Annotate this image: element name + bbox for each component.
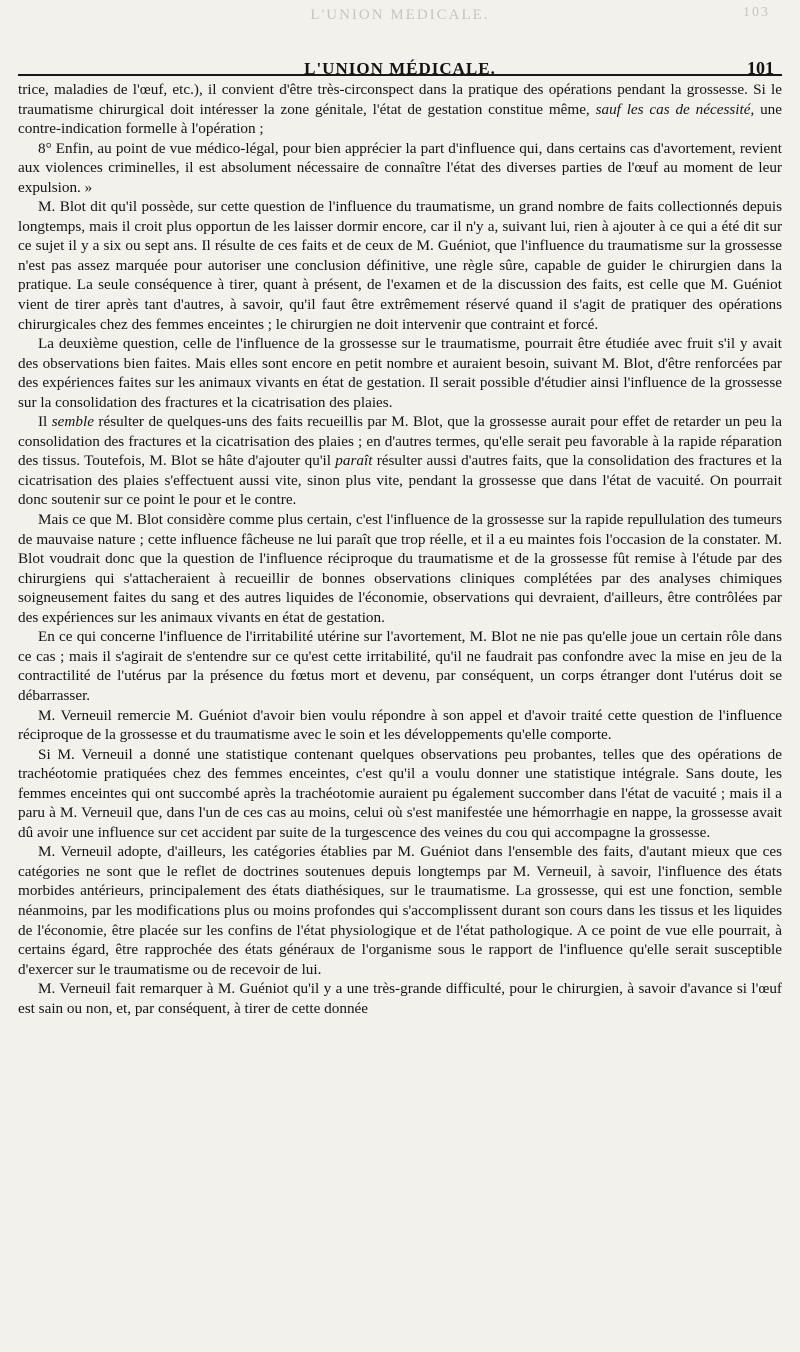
paragraph-p11 — [18, 979, 782, 1018]
paragraph-p4 — [18, 334, 782, 412]
paragraph-p9 — [18, 745, 782, 843]
show-through-header — [18, 5, 782, 22]
paragraph-p6 — [18, 510, 782, 627]
italic-text: sauf les cas de nécessité — [595, 100, 751, 118]
paragraph-text: M. Verneuil fait remarquer à M. Guéniot qu'il y a une très-grande difficulté, pour le chirurgien, à savoir d'avance si l'œuf est sain ou non, et, par conséquent, à tirer de cette donnée — [18, 980, 782, 1017]
paragraph-p8 — [18, 706, 782, 745]
paragraph-text: La deuxième question, celle de l'influence de la grossesse sur le traumatisme, pourrait être étudiée avec fruit s'il y avait des observations bien faites. Mais elles sont encore en petit nombre et auraient besoin, suivant M. Blot, d'être renforcées par des expériences faites sur les animaux vivants en état de gestation. Il serait possible d'étudier ainsi l'influence de la grossesse sur la consolidation des fractures et la cicatrisation des plaies. — [18, 335, 782, 411]
paragraph-p10 — [18, 842, 782, 979]
paragraph-text: M. Verneuil remercie M. Guéniot d'avoir bien voulu répondre à son appel et d'avoir traité cette question de l'influence réciproque de la grossesse et du traumatisme avec le soin et les développements qu'elle comporte. — [18, 706, 782, 744]
show-through-page-number: 103 — [743, 5, 770, 20]
italic-text: paraît — [335, 452, 373, 470]
paragraph-text: Il — [38, 413, 52, 431]
page-number: 101 — [747, 58, 774, 78]
paragraph-text: résulter aussi d'autres faits, que la consolidation des fractures et la cicatrisation des plaies s'effectuent aussi vite, sinon plus vite, pendant la grossesse que dans l'état de vacuité. On pourrait donc soutenir sur ce point le pour et le contre. — [18, 452, 782, 509]
paragraph-p2 — [18, 139, 782, 198]
italic-text: semble — [51, 413, 94, 431]
paragraph-text: M. Blot dit qu'il possède, sur cette question de l'influence du traumatisme, un grand nombre de faits collectionnés depuis longtemps, mais il croit plus opportun de les laisser dormir encore, car il n'y a, suivant lui, rien à ajouter à ce qui a été dit sur ce sujet il y a six ou sept ans. Il résulte de ces faits et de ceux de M. Guéniot, que l'influence du traumatisme sur la grossesse n'est pas assez marquée pour autoriser une conclusion définitive, une règle sûre, capable de guider le chirurgien dans la pratique. La seule conséquence à tirer, quant à présent, de l'examen et de la discussion des faits, est celle que M. Guéniot vient de tirer après tant d'autres, à savoir, qu'il faut être extrêmement réservé quand il s'agit de pratiquer des opérations chirurgicales chez des femmes enceintes ; le chirurgien ne doit intervenir que contraint et forcé. — [18, 198, 782, 333]
article-body — [18, 80, 782, 1018]
paragraph-text: Si M. Verneuil a donné une statistique contenant quelques observations peu probantes, telles que des opérations de trachéotomie pratiquées chez des femmes enceintes, c'est qu'il a voulu donner une statistique intégrale. Sans doute, les femmes enceintes qui ont succombé après la trachéotomie auraient pu également succomber dans l'état de vacuité ; mais il a paru à M. Verneuil que, dans l'un de ces cas au moins, celui où s'est manifestée une hémorrhagie en nappe, la grossesse avait dû avoir une influence sur cet accident par suite de la turgescence des veines du cou qui accompagne la grossesse. — [18, 745, 782, 841]
journal-title: L'UNION MÉDICALE. — [304, 59, 496, 78]
paragraph-p1 — [18, 80, 782, 139]
show-through-title: L'UNION MÉDICALE. — [310, 8, 490, 22]
paragraph-p5 — [18, 412, 782, 510]
paragraph-text: résulter de quelques-uns des faits recueillis par M. Blot, que la grossesse aurait pour effet de retarder un peu la consolidation des fractures et la cicatrisation des plaies ; en d'autres termes, qu'elle serait peu favorable à la rapide réparation des tissus. Toutefois, M. Blot se hâte d'ajouter qu'il — [18, 413, 783, 470]
paragraph-p7 — [18, 627, 782, 705]
paragraph-text: , une contre-indication formelle à l'opération ; — [18, 100, 783, 138]
paragraph-text: 8° Enfin, au point de vue médico-légal, pour bien apprécier la part d'influence qui, dans certains cas d'avortement, revient aux violences criminelles, il est absolument nécessaire de connaître l'état des diverses parties de l'œuf au moment de leur expulsion. » — [18, 139, 782, 196]
paragraph-text: M. Verneuil adopte, d'ailleurs, les catégories établies par M. Guéniot dans l'ensemble des faits, d'autant mieux que ces catégories ne sont que le reflet de doctrines soutenues depuis longtemps par M. Verneuil, à savoir, l'influence des états morbides antérieurs, principalement des états diathésiques, sur le traumatisme. La grossesse, qui est une fonction, semble néanmoins, par les modifications plus ou moins profondes qui s'accomplissent durant son cours dans les tissus et les liquides de l'économie, être placée sur les confins de l'état physiologique et de l'état pathologique. A ce point de vue elle pourrait, à certains égard, être rapprochée des états généraux de l'organisme sous le rapport de l'influence qu'elle serait susceptible d'exercer sur le traumatisme ou de recevoir de lui. — [18, 843, 782, 978]
paragraph-text: Mais ce que M. Blot considère comme plus certain, c'est l'influence de la grossesse sur la rapide repullulation des tumeurs de mauvaise nature ; cette influence fâcheuse ne lui paraît que trop réelle, et il a eu maintes fois l'occasion de la constater. M. Blot voudrait donc que la question de l'influence réciproque du traumatisme et de la grossesse fût remise à l'étude par des chirurgiens qui s'attacheraient à recueillir de bonnes observations cliniques complétées par des analyses chimiques soigneusement faites du sang et des autres liquides de l'économie, observations qui devraient, d'ailleurs, être contrôlées par des expériences sur les animaux vivants en état de gestation. — [18, 511, 782, 626]
paragraph-text: En ce qui concerne l'influence de l'irritabilité utérine sur l'avortement, M. Blot ne nie pas qu'elle joue un certain rôle dans ce cas ; mais il s'agirait de s'entendre sur ce qu'est cette irritabilité, qu'il ne faudrait pas confondre avec la mise en jeu de la contractilité de l'utérus par la présence du fœtus mort et devenu, par conséquent, un corps étranger dont l'utérus doit se débarrasser. — [18, 628, 782, 704]
running-head — [18, 22, 782, 76]
paragraph-text: trice, maladies de l'œuf, etc.), il convient d'être très-circonspect dans la pratique des opérations pendant la grossesse. Si le traumatisme chirurgical doit intéresser la zone génitale, l'état de gestation constitue même, — [18, 81, 782, 118]
paragraph-p3 — [18, 197, 782, 334]
